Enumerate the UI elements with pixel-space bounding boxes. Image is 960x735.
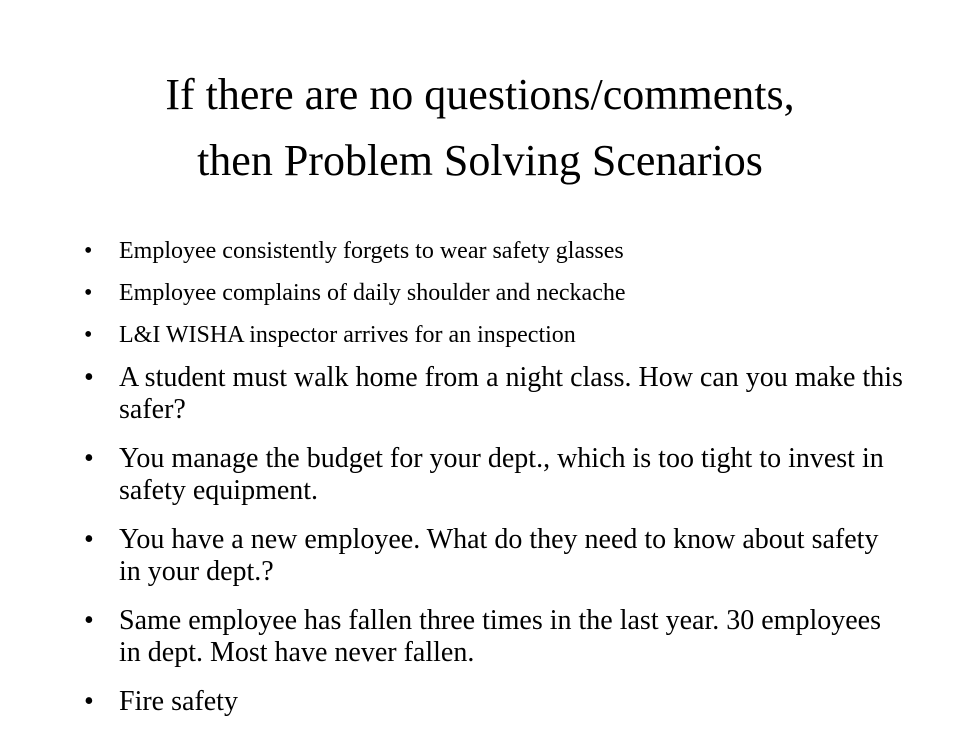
title-line-2: then Problem Solving Scenarios	[197, 136, 763, 185]
bullet-text: You have a new employee. What do they need to know about safety in your dept.?	[119, 524, 879, 587]
bullet-text: You manage the budget for your dept., which is too tight to invest in safety equipment.	[119, 443, 884, 506]
bullet-dot-icon: •	[84, 524, 94, 555]
bullet-item-falls	[84, 605, 904, 669]
bullet-item-new-employee	[84, 524, 904, 588]
bullet-item-safety-glasses	[84, 236, 904, 266]
bullet-dot-icon: •	[84, 443, 94, 474]
bullet-dot-icon: •	[84, 686, 94, 717]
bullet-text: Employee complains of daily shoulder and neckache	[119, 280, 626, 306]
bullet-list	[84, 236, 904, 735]
bullet-text: Same employee has fallen three times in the last year. 30 employees in dept. Most have never fallen.	[119, 605, 881, 668]
bullet-text: Employee consistently forgets to wear safety glasses	[119, 238, 624, 264]
bullet-dot-icon: •	[84, 362, 94, 393]
title-line-1: If there are no questions/comments,	[165, 70, 795, 119]
bullet-dot-icon: •	[84, 605, 94, 636]
bullet-text: L&I WISHA inspector arrives for an inspection	[119, 322, 576, 348]
bullet-item-budget	[84, 443, 904, 507]
bullet-dot-icon: •	[84, 238, 93, 264]
bullet-item-neckache	[84, 278, 904, 308]
bullet-text: Fire safety	[119, 686, 238, 717]
bullet-item-fire-safety	[84, 686, 904, 718]
slide-title	[40, 62, 920, 194]
bullet-dot-icon: •	[84, 280, 93, 306]
bullet-item-inspector	[84, 320, 904, 350]
bullet-dot-icon: •	[84, 322, 93, 348]
bullet-item-student-walk	[84, 362, 904, 426]
bullet-text: A student must walk home from a night class. How can you make this safer?	[119, 362, 903, 425]
